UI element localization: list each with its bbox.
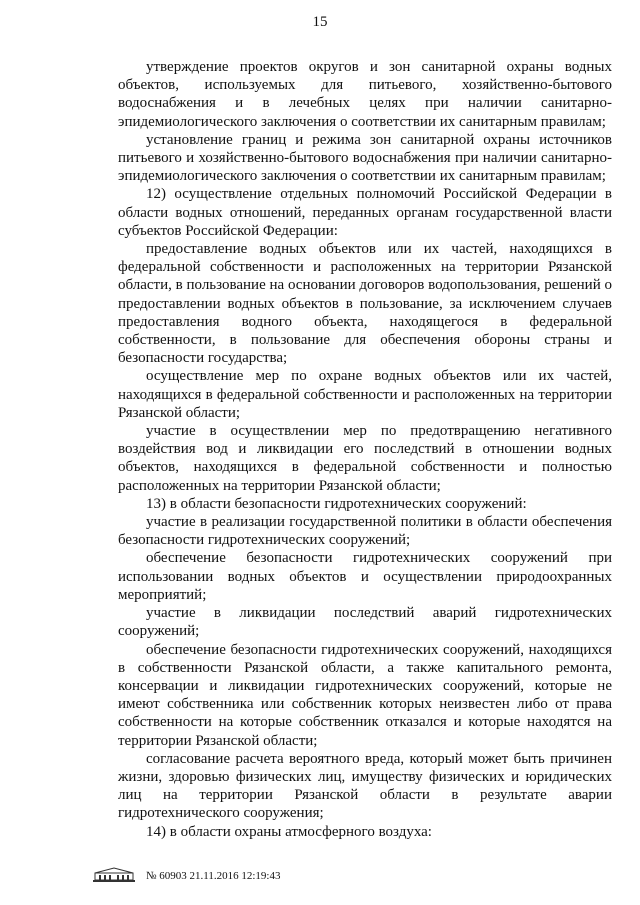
paragraph: 14) в области охраны атмосферного воздуха:	[146, 823, 432, 840]
paragraph: 12) осуществление отдельных полномочий Российской Федерации в области водных отношений, переданных органам государственной власти субъектов Российской Федерации:	[118, 186, 612, 239]
paragraph: обеспечение безопасности гидротехнических сооружений, находящихся в собственности Рязанской области, а также капитального ремонта, консервации и ликвидации гидротехнических сооружений, которые не имеют собственника или собственник которых неизвестен либо от права собственности на которые собственник отказался и которые находятся на территории Рязанской области;	[118, 641, 612, 749]
page-number: 15	[312, 14, 328, 30]
paragraph: предоставление водных объектов или их частей, находящихся в федеральной собственности и расположенных на территории Рязанской области, в пользование на основании договоров водопользования, решений о предоставлении водных объектов в пользование, за исключением случаев предоставления водного объекта, находящегося в федеральной собственности, в пользование для обеспечения обороны страны и безопасности государства;	[118, 241, 612, 367]
registration-stamp: № 60903 21.11.2016 12:19:43	[146, 870, 281, 882]
paragraph: установление границ и режима зон санитарной охраны источников питьевого и хозяйственно-бытового водоснабжения при наличии санитарно-эпидемиологического заключения о соответствии их санитарным правилам;	[118, 131, 612, 185]
document-body	[118, 58, 612, 841]
paragraph: участие в ликвидации последствий аварий гидротехнических сооружений;	[118, 605, 612, 640]
paragraph: согласование расчета вероятного вреда, который может быть причинен жизни, здоровью физических лиц, имуществу физических и юридических лиц на территории Рязанской области в результате аварии гидротехнического сооружения;	[118, 750, 612, 822]
paragraph: утверждение проектов округов и зон санитарной охраны водных объектов, используемых для питьевого, хозяйственно-бытового водоснабжения и в лечебных целях при наличии санитарно-эпидемиологического заключения о соответствии их санитарным правилам;	[118, 59, 612, 130]
paragraph: обеспечение безопасности гидротехнических сооружений при использовании водных объектов и осуществлении природоохранных мероприятий;	[118, 550, 612, 603]
document-footer	[92, 866, 280, 886]
building-icon	[92, 867, 136, 886]
paragraph: осуществление мер по охране водных объектов или их частей, находящихся в федеральной собственности и расположенных на территории Рязанской области;	[118, 368, 612, 421]
paragraph: участие в осуществлении мер по предотвращению негативного воздействия вод и ликвидации его последствий в отношении водных объектов, находящихся в федеральной собственности и полностью расположенных на территории Рязанской области;	[118, 423, 612, 494]
paragraph: участие в реализации государственной политики в области обеспечения безопасности гидротехнических сооружений;	[118, 514, 612, 549]
paragraph: 13) в области безопасности гидротехнических сооружений:	[146, 495, 527, 512]
